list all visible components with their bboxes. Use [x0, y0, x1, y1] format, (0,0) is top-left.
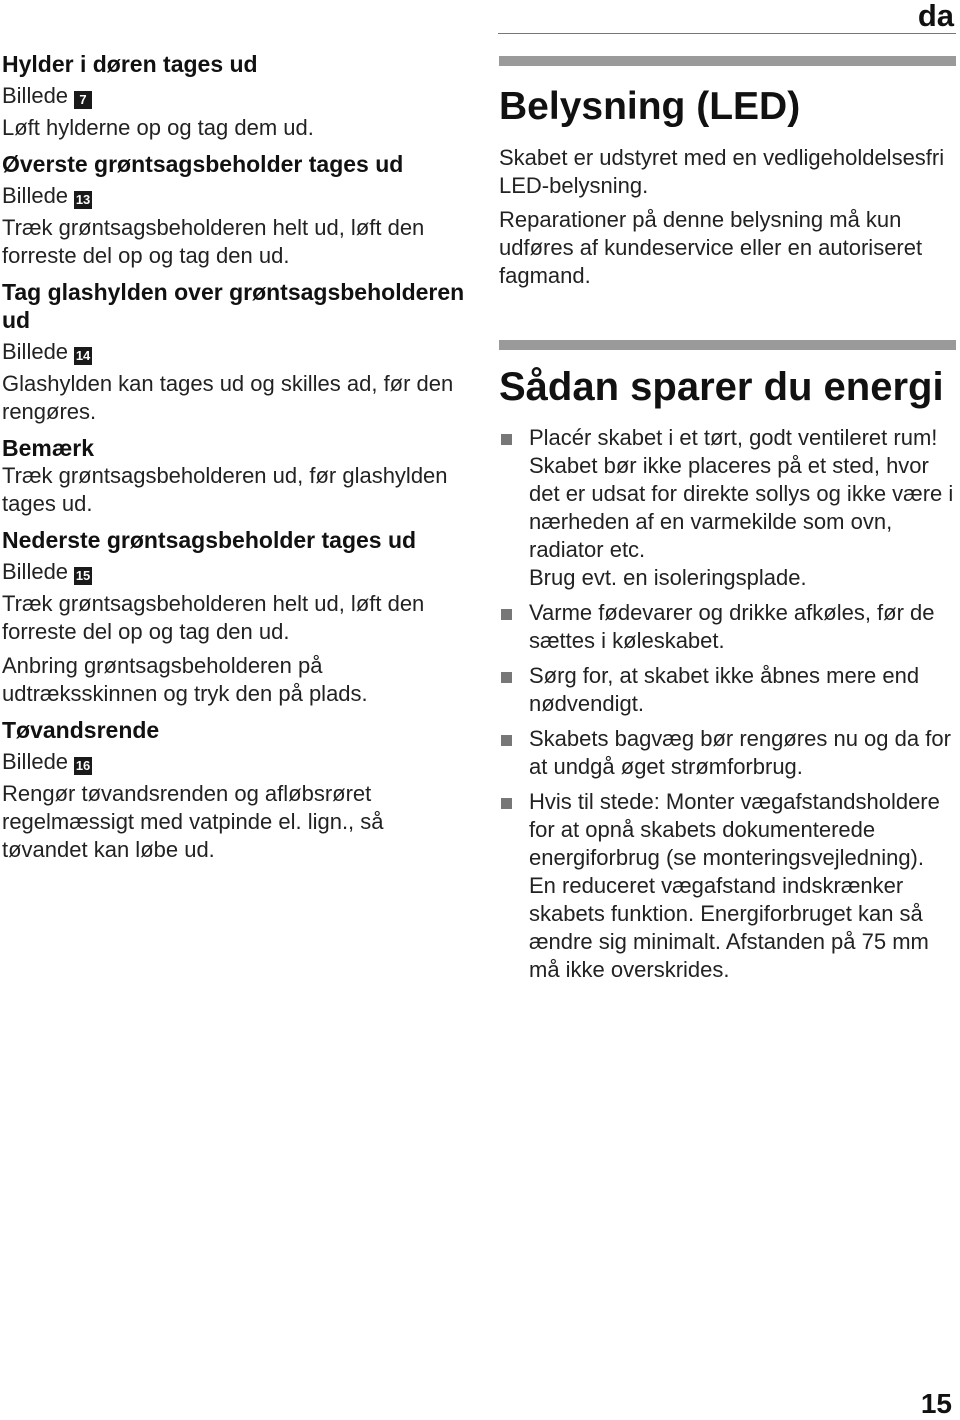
- note-text: Træk grøntsagsbeholderen ud, før glashylden tages ud.: [2, 463, 448, 516]
- led-text: Reparationer på denne belysning må kun udføres af kundeservice eller en autoriseret fagmand.: [499, 207, 923, 288]
- section-title: Nederste grøntsagsbeholder tages ud: [2, 527, 417, 553]
- right-column: [499, 56, 956, 991]
- list-item-text: Skabets bagvæg bør rengøres nu og da for at undgå øget strømforbrug.: [529, 726, 951, 779]
- section-divider-bar: [499, 340, 956, 350]
- header-rule: [498, 33, 956, 34]
- list-item-text: Varme fødevarer og drikke afkøles, før de sættes i køleskabet.: [529, 600, 935, 653]
- section-text: Anbring grøntsagsbeholderen på udtræksskinnen og tryk den på plads.: [2, 653, 368, 706]
- language-tag: da: [917, 0, 954, 33]
- figure-label: Billede: [2, 339, 69, 364]
- energy-heading: Sådan sparer du energi: [499, 365, 944, 409]
- list-item: [499, 599, 956, 655]
- figure-reference: [2, 338, 472, 366]
- section-title: Hylder i døren tages ud: [2, 51, 258, 77]
- list-item: [499, 662, 956, 718]
- section-title: Tøvandsrende: [2, 717, 160, 743]
- list-item: [499, 788, 956, 984]
- bullet-square-icon: [501, 798, 512, 809]
- bullet-square-icon: [501, 609, 512, 620]
- figure-reference: [2, 748, 472, 776]
- note-title: Bemærk: [2, 435, 95, 461]
- figure-label: Billede: [2, 749, 69, 774]
- figure-reference: [2, 82, 472, 110]
- figure-label: Billede: [2, 83, 69, 108]
- list-item-subtext: Brug evt. en isoleringsplade.: [529, 565, 807, 590]
- energy-tips-list: [499, 424, 956, 984]
- section-upper-crisper: [2, 150, 472, 270]
- section-lower-crisper: [2, 526, 472, 708]
- led-text: Skabet er udstyret med en vedligeholdelsesfri LED-belysning.: [499, 145, 945, 198]
- section-title: Øverste grøntsagsbeholder tages ud: [2, 151, 404, 177]
- section-text: Løft hylderne op og tag dem ud.: [2, 115, 314, 140]
- section-text: Glashylden kan tages ud og skilles ad, før den rengøres.: [2, 371, 454, 424]
- list-item-text: Sørg for, at skabet ikke åbnes mere end nødvendigt.: [529, 663, 920, 716]
- figure-number-badge: 16: [75, 758, 91, 773]
- section-text: Træk grøntsagsbeholderen helt ud, løft den forreste del op og tag den ud.: [2, 591, 425, 644]
- list-item: [499, 424, 956, 592]
- figure-number-badge: 14: [75, 348, 91, 363]
- led-heading: Belysning (LED): [499, 85, 801, 128]
- bullet-square-icon: [501, 735, 512, 746]
- figure-number-badge: 7: [74, 91, 92, 109]
- figure-number-badge: 13: [75, 192, 91, 207]
- figure-label: Billede: [2, 183, 69, 208]
- section-text: Rengør tøvandsrenden og afløbsrøret regelmæssigt med vatpinde el. lign., så tøvandet kan løbe ud.: [2, 781, 384, 862]
- page-number: 15: [920, 1388, 952, 1419]
- list-item-text: Hvis til stede: Monter vægafstandsholdere for at opnå skabets dokumenterede energiforbrug (se monteringsvejledning). En reduceret vægafstand indskrænker skabets funktion. Energiforbruget kan så ændre sig minimalt. Afstanden på 75 mm må ikke overskrides.: [529, 789, 940, 982]
- section-divider-bar: [499, 56, 956, 66]
- figure-label: Billede: [2, 559, 69, 584]
- section-door-shelves: [2, 50, 472, 142]
- figure-number-badge: 15: [75, 568, 91, 583]
- bullet-square-icon: [501, 672, 512, 683]
- bullet-square-icon: [501, 434, 512, 445]
- section-text: Træk grøntsagsbeholderen helt ud, løft den forreste del op og tag den ud.: [2, 215, 425, 268]
- section-glass-shelf: [2, 278, 472, 426]
- section-defrost-channel: [2, 716, 472, 864]
- figure-reference: [2, 558, 472, 586]
- left-column: [2, 50, 472, 864]
- section-title: Tag glashylden over grøntsagsbeholderen ud: [2, 279, 465, 333]
- figure-reference: [2, 182, 472, 210]
- list-item: [499, 725, 956, 781]
- note-block: [2, 434, 472, 518]
- list-item-text: Placér skabet i et tørt, godt ventileret rum! Skabet bør ikke placeres på et sted, hvor det er udsat for direkte sollys og ikke være i nærheden af en varmekilde som ovn, radiator etc.: [529, 425, 954, 562]
